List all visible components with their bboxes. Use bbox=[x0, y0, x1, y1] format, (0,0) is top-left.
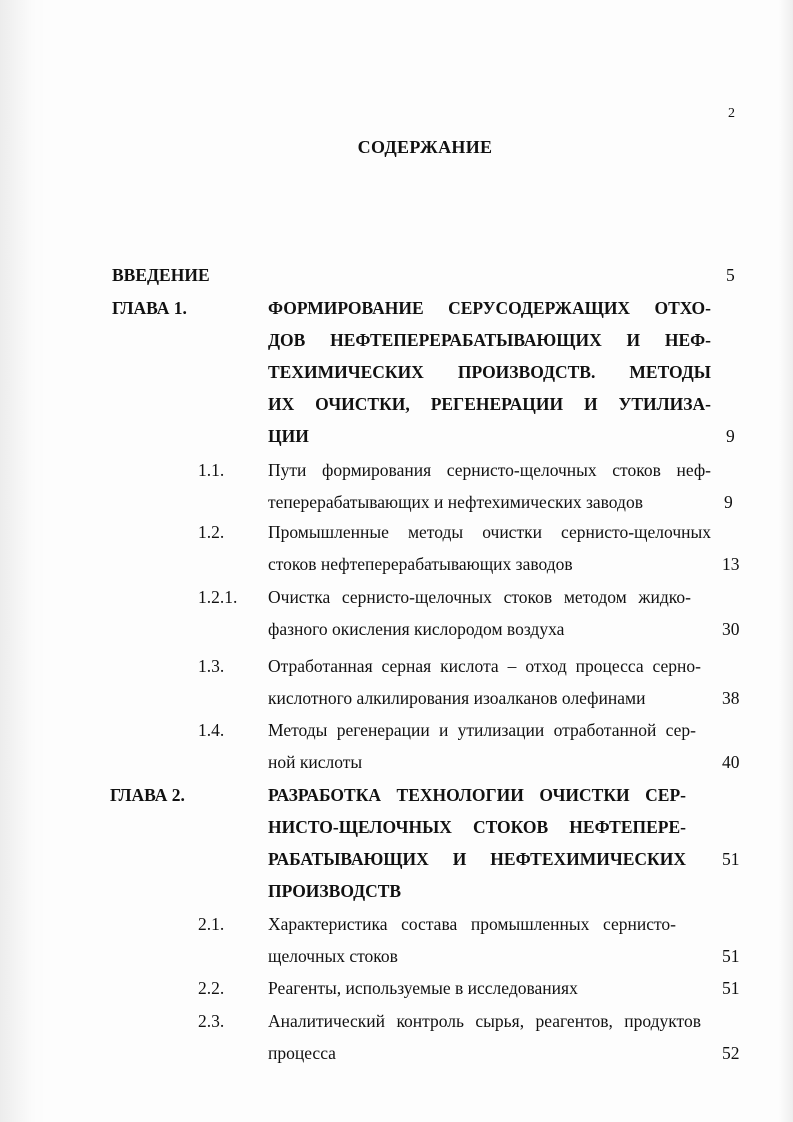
toc-text-line: Реагенты, используемые в исследованиях bbox=[268, 978, 578, 998]
toc-text-line: ной кислоты bbox=[268, 752, 363, 772]
toc-page: 38 bbox=[722, 688, 740, 708]
toc-number: 1.2.1. bbox=[198, 587, 238, 607]
toc-page: 9 bbox=[726, 426, 735, 446]
toc-entry-2-1 bbox=[0, 908, 793, 972]
toc-chapter-title bbox=[268, 292, 711, 452]
toc-page: 40 bbox=[722, 752, 740, 772]
toc-label: ВВЕДЕНИЕ bbox=[112, 265, 210, 285]
toc-text-line: Характеристика состава промышленных сернисто- bbox=[268, 914, 676, 934]
toc-text-line: Методы регенерации и утилизации отработанной сер- bbox=[268, 720, 696, 740]
toc-section-title bbox=[268, 908, 676, 972]
toc-text-line: процесса bbox=[268, 1043, 336, 1063]
toc-page: 52 bbox=[722, 1043, 740, 1063]
toc-text-line: Промышленные методы очистки сернисто-щелочных bbox=[268, 522, 711, 542]
toc-text-line: фазного окисления кислородом воздуха bbox=[268, 619, 565, 639]
toc-section-title bbox=[268, 454, 711, 518]
toc-number: 1.2. bbox=[198, 522, 225, 542]
toc-page: 13 bbox=[722, 554, 740, 574]
toc-label: ГЛАВА 2. bbox=[110, 785, 185, 805]
toc-number: 1.4. bbox=[198, 720, 225, 740]
toc-text-line: ТЕХИМИЧЕСКИХ ПРОИЗВОДСТВ. МЕТОДЫ bbox=[268, 362, 711, 382]
toc-page: 9 bbox=[724, 492, 733, 512]
toc-text-line: щелочных стоков bbox=[268, 946, 398, 966]
toc-page: 51 bbox=[722, 978, 740, 998]
toc-page: 30 bbox=[722, 619, 740, 639]
toc-entry-2-3 bbox=[0, 1005, 793, 1069]
toc-text-line: ДОВ НЕФТЕПЕРЕРАБАТЫВАЮЩИХ И НЕФ- bbox=[268, 330, 711, 350]
toc-page: 51 bbox=[722, 849, 740, 869]
toc-text-line: ЦИИ bbox=[268, 426, 309, 446]
toc-text-line: теперерабатывающих и нефтехимических заводов bbox=[268, 492, 643, 512]
toc-entry-1-3 bbox=[0, 650, 793, 714]
toc-chapter-title bbox=[268, 779, 686, 907]
toc-section-title bbox=[268, 581, 691, 645]
toc-number: 2.3. bbox=[198, 1011, 225, 1031]
toc-number: 2.2. bbox=[198, 978, 225, 998]
toc-entry-1-2-1 bbox=[0, 581, 793, 645]
toc-text-line: Очистка сернисто-щелочных стоков методом жидко- bbox=[268, 587, 691, 607]
toc-text-line: кислотного алкилирования изоалканов олефинами bbox=[268, 688, 646, 708]
toc-number: 1.3. bbox=[198, 656, 225, 676]
toc-entry-chapter-1 bbox=[0, 292, 793, 454]
toc-text-line: ИХ ОЧИСТКИ, РЕГЕНЕРАЦИИ И УТИЛИЗА- bbox=[268, 394, 711, 414]
toc-section-title bbox=[268, 650, 701, 714]
toc-text-line: Отработанная серная кислота – отход процесса серно- bbox=[268, 656, 701, 676]
toc-section-title bbox=[268, 1005, 701, 1069]
toc-text-line: стоков нефтеперерабатывающих заводов bbox=[268, 554, 573, 574]
toc-entry-introduction bbox=[0, 259, 793, 291]
toc-title: СОДЕРЖАНИЕ bbox=[357, 137, 493, 157]
toc-page: 5 bbox=[726, 265, 735, 285]
toc-entry-1-4 bbox=[0, 714, 793, 778]
toc-page: 51 bbox=[722, 946, 740, 966]
toc-text-line: Аналитический контроль сырья, реагентов, продуктов bbox=[268, 1011, 701, 1031]
toc-entry-2-2 bbox=[0, 972, 793, 1004]
toc-entry-chapter-2 bbox=[0, 779, 793, 907]
toc-text-line: РАЗРАБОТКА ТЕХНОЛОГИИ ОЧИСТКИ СЕР- bbox=[268, 785, 686, 805]
toc-section-title bbox=[268, 972, 711, 1004]
toc-number: 1.1. bbox=[198, 460, 225, 480]
toc-text-line: РАБАТЫВАЮЩИХ И НЕФТЕХИМИЧЕСКИХ bbox=[268, 849, 686, 869]
toc-number: 2.1. bbox=[198, 914, 225, 934]
toc-section-title bbox=[268, 714, 696, 778]
toc-section-title bbox=[268, 516, 711, 580]
toc-entry-1-1 bbox=[0, 454, 793, 518]
toc-entry-1-2 bbox=[0, 516, 793, 580]
toc-text-line: ФОРМИРОВАНИЕ СЕРУСОДЕРЖАЩИХ ОТХО- bbox=[268, 298, 711, 318]
toc-text-line: ПРОИЗВОДСТВ bbox=[268, 881, 402, 901]
toc-text-line: Пути формирования сернисто-щелочных стоков неф- bbox=[268, 460, 711, 480]
toc-label: ГЛАВА 1. bbox=[112, 298, 187, 318]
page-number: 2 bbox=[728, 106, 735, 121]
toc-text-line: НИСТО-ЩЕЛОЧНЫХ СТОКОВ НЕФТЕПЕРЕ- bbox=[268, 817, 686, 837]
